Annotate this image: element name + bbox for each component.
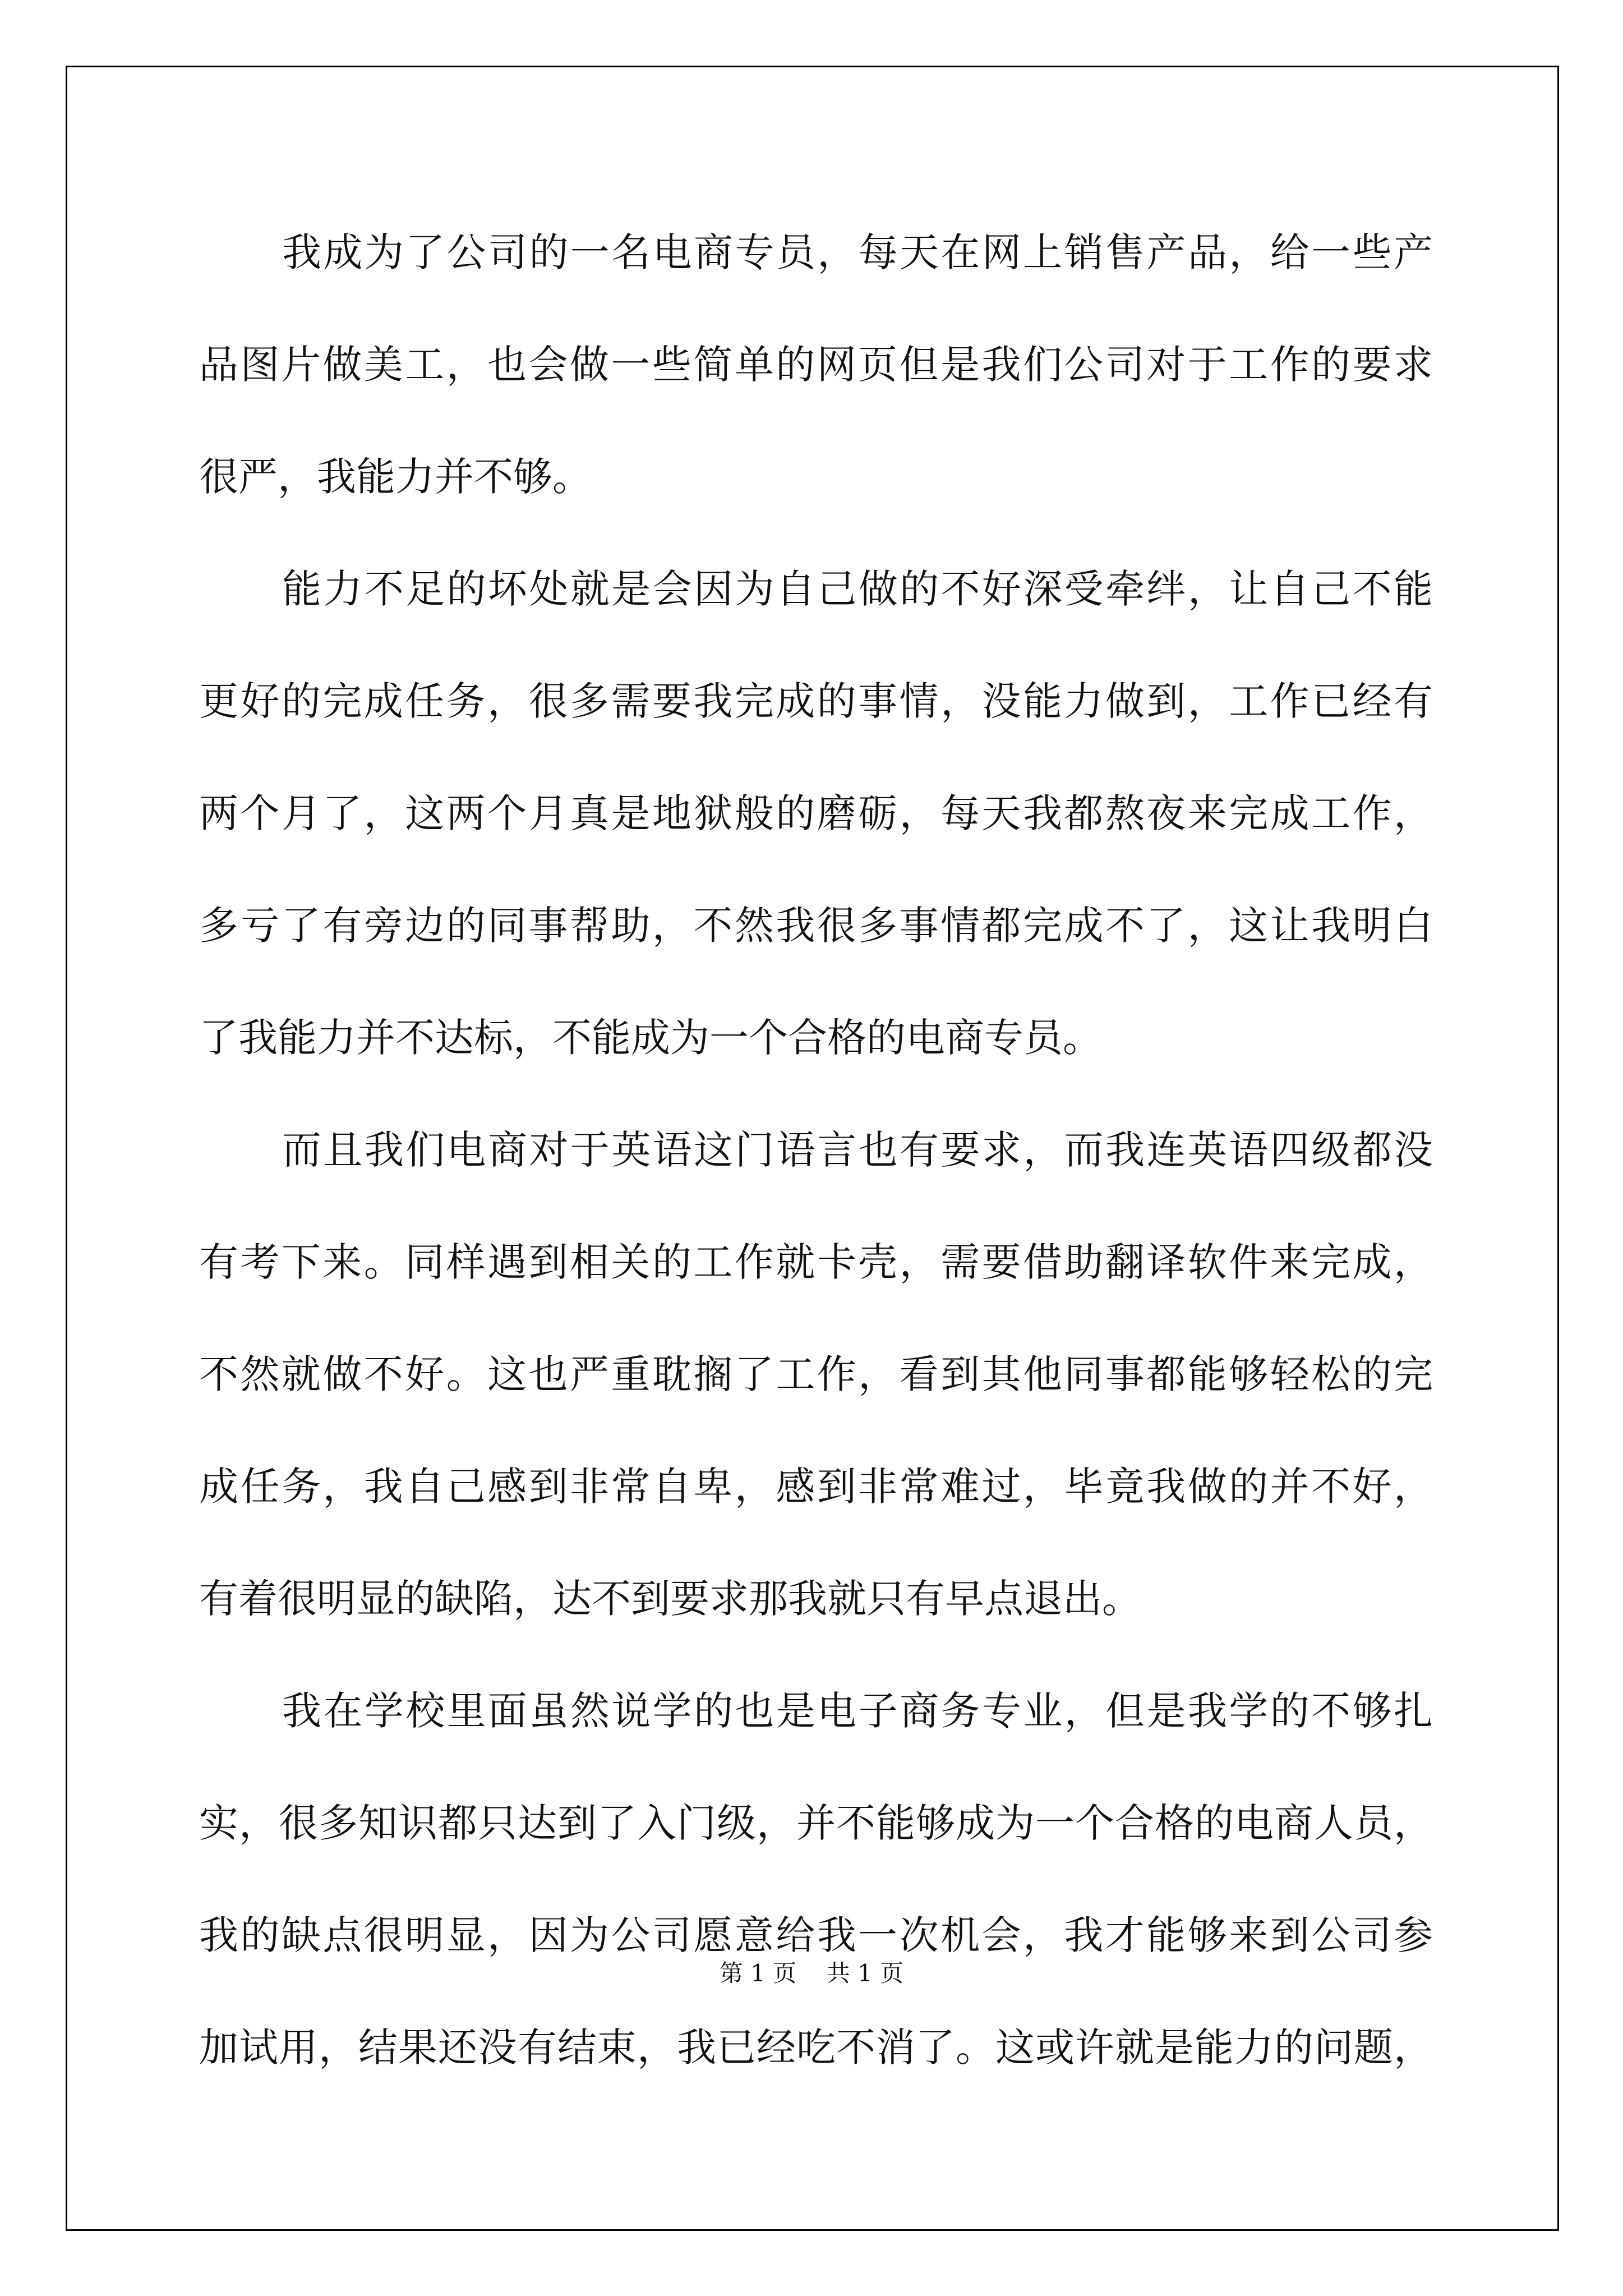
paragraph-3-line-1: 而且我们电商对于英语这门语言也有要求，而我连英语四级都没 <box>282 1127 1433 1173</box>
paragraph-3-line-5: 有着很明显的缺陷，达不到要求那我就只有早点退出。 <box>199 1576 1141 1622</box>
paragraph-1-line-3: 很严，我能力并不够。 <box>199 454 592 500</box>
paragraph-2-line-1: 能力不足的坏处就是会因为自己做的不好深受牵绊，让自己不能 <box>282 566 1433 612</box>
paragraph-2-line-3: 两个月了，这两个月真是地狱般的磨砺，每天我都熬夜来完成工作， <box>199 790 1433 836</box>
paragraph-1-line-2: 品图片做美工，也会做一些简单的网页但是我们公司对于工作的要求 <box>199 342 1433 388</box>
document-body <box>199 196 1433 2104</box>
paragraph-3-line-2: 有考下来。同样遇到相关的工作就卡壳，需要借助翻译软件来完成， <box>199 1239 1433 1285</box>
paragraph-4-line-3: 我的缺点很明显，因为公司愿意给我一次机会，我才能够来到公司参 <box>199 1912 1433 1958</box>
paragraph-3-line-3: 不然就做不好。这也严重耽搁了工作，看到其他同事都能够轻松的完 <box>199 1351 1433 1397</box>
page-footer: 第 1 页 共 1 页 <box>719 1959 904 1987</box>
paragraph-4-line-4: 加试用，结果还没有结束，我已经吃不消了。这或许就是能力的问题， <box>199 2024 1433 2070</box>
paragraph-2-line-2: 更好的完成任务，很多需要我完成的事情，没能力做到，工作已经有 <box>199 678 1433 724</box>
paragraph-4-line-1: 我在学校里面虽然说学的也是电子商务专业，但是我学的不够扎 <box>282 1688 1433 1734</box>
paragraph-1-line-1: 我成为了公司的一名电商专员，每天在网上销售产品，给一些产 <box>282 229 1433 275</box>
paragraph-2-line-5: 了我能力并不达标，不能成为一个合格的电商专员。 <box>199 1015 1102 1061</box>
paragraph-2-line-4: 多亏了有旁边的同事帮助，不然我很多事情都完成不了，这让我明白 <box>199 903 1433 949</box>
paragraph-4-line-2: 实，很多知识都只达到了入门级，并不能够成为一个合格的电商人员， <box>199 1800 1433 1846</box>
paragraph-3-line-4: 成任务，我自己感到非常自卑，感到非常难过，毕竟我做的并不好， <box>199 1464 1433 1510</box>
